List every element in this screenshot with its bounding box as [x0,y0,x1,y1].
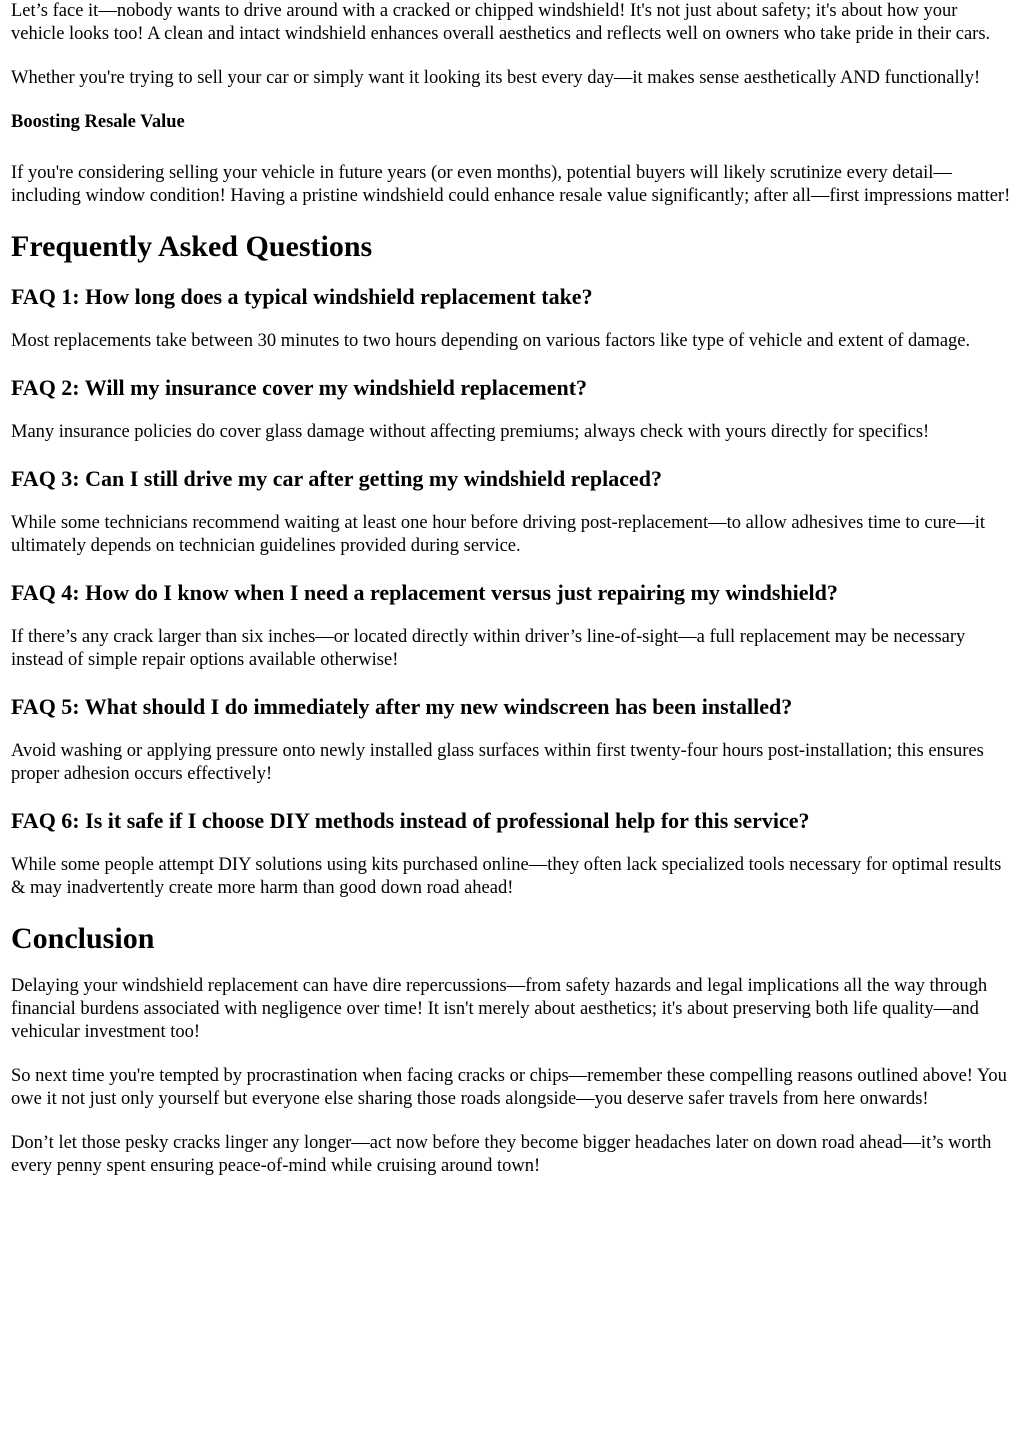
conclusion-paragraph-3: Don’t let those pesky cracks linger any longer—act now before they become bigger headaches later on down road ahead—it’s worth every penny spent ensuring peace-of-mind while cruising around town! [11,1133,992,1176]
intro-paragraph-1: Let’s face it—nobody wants to drive around with a cracked or chipped windshield! It's not just about safety; it's about how your vehicle looks too! A clean and intact windshield enhances overall aesthetics and reflects well on owners who take pride in their cars. [11,1,991,44]
faq-question-4: FAQ 4: How do I know when I need a replacement versus just repairing my windshield? [11,580,838,605]
conclusion-paragraph-1: Delaying your windshield replacement can have dire repercussions—from safety hazards and legal implications all the way through financial burdens associated with negligence over time! It isn't merely about aesthetics; it's about preserving both life quality—and vehicular investment too! [11,976,988,1042]
intro-paragraph-2: Whether you're trying to sell your car or simply want it looking its best every day—it makes sense aesthetically AND functionally! [11,68,981,88]
faq-answer-6: While some people attempt DIY solutions using kits purchased online—they often lack specialized tools necessary for optimal results & may inadvertently create more harm than good down road ahead! [11,855,1002,898]
resale-heading: Boosting Resale Value [11,112,185,132]
faq-heading: Frequently Asked Questions [11,230,373,263]
faq-question-6: FAQ 6: Is it safe if I choose DIY methods instead of professional help for this service? [11,808,810,833]
faq-answer-2: Many insurance policies do cover glass damage without affecting premiums; always check with yours directly for specifics! [11,422,930,442]
faq-question-2: FAQ 2: Will my insurance cover my windshield replacement? [11,375,588,400]
faq-section [11,229,1014,900]
conclusion-paragraph-2: So next time you're tempted by procrastination when facing cracks or chips—remember these compelling reasons outlined above! You owe it not just only yourself but everyone else sharing those roads alongside—you deserve safer travels from here onwards! [11,1066,1007,1109]
faq-answer-1: Most replacements take between 30 minutes to two hours depending on various factors like type of vehicle and extent of damage. [11,331,971,351]
faq-answer-3: While some technicians recommend waiting at least one hour before driving post-replacement—to allow adhesives time to cure—it ultimately depends on technician guidelines provided during service. [11,513,986,556]
conclusion-section [11,921,1014,1178]
faq-question-1: FAQ 1: How long does a typical windshield replacement take? [11,284,593,309]
faq-answer-5: Avoid washing or applying pressure onto newly installed glass surfaces within first twenty-four hours post-installation; this ensures proper adhesion occurs effectively! [11,741,984,784]
resale-paragraph: If you're considering selling your vehicle in future years (or even months), potential buyers will likely scrutinize every detail—including window condition! Having a pristine windshield could enhance resale value significantly; after all—first impressions matter! [11,163,1011,206]
faq-question-3: FAQ 3: Can I still drive my car after getting my windshield replaced? [11,466,662,491]
conclusion-heading: Conclusion [11,922,155,955]
intro-section [11,0,1014,90]
resale-section [11,111,1014,208]
faq-question-5: FAQ 5: What should I do immediately after my new windscreen has been installed? [11,694,793,719]
faq-answer-4: If there’s any crack larger than six inches—or located directly within driver’s line-of-sight—a full replacement may be necessary instead of simple repair options available otherwise! [11,627,966,670]
